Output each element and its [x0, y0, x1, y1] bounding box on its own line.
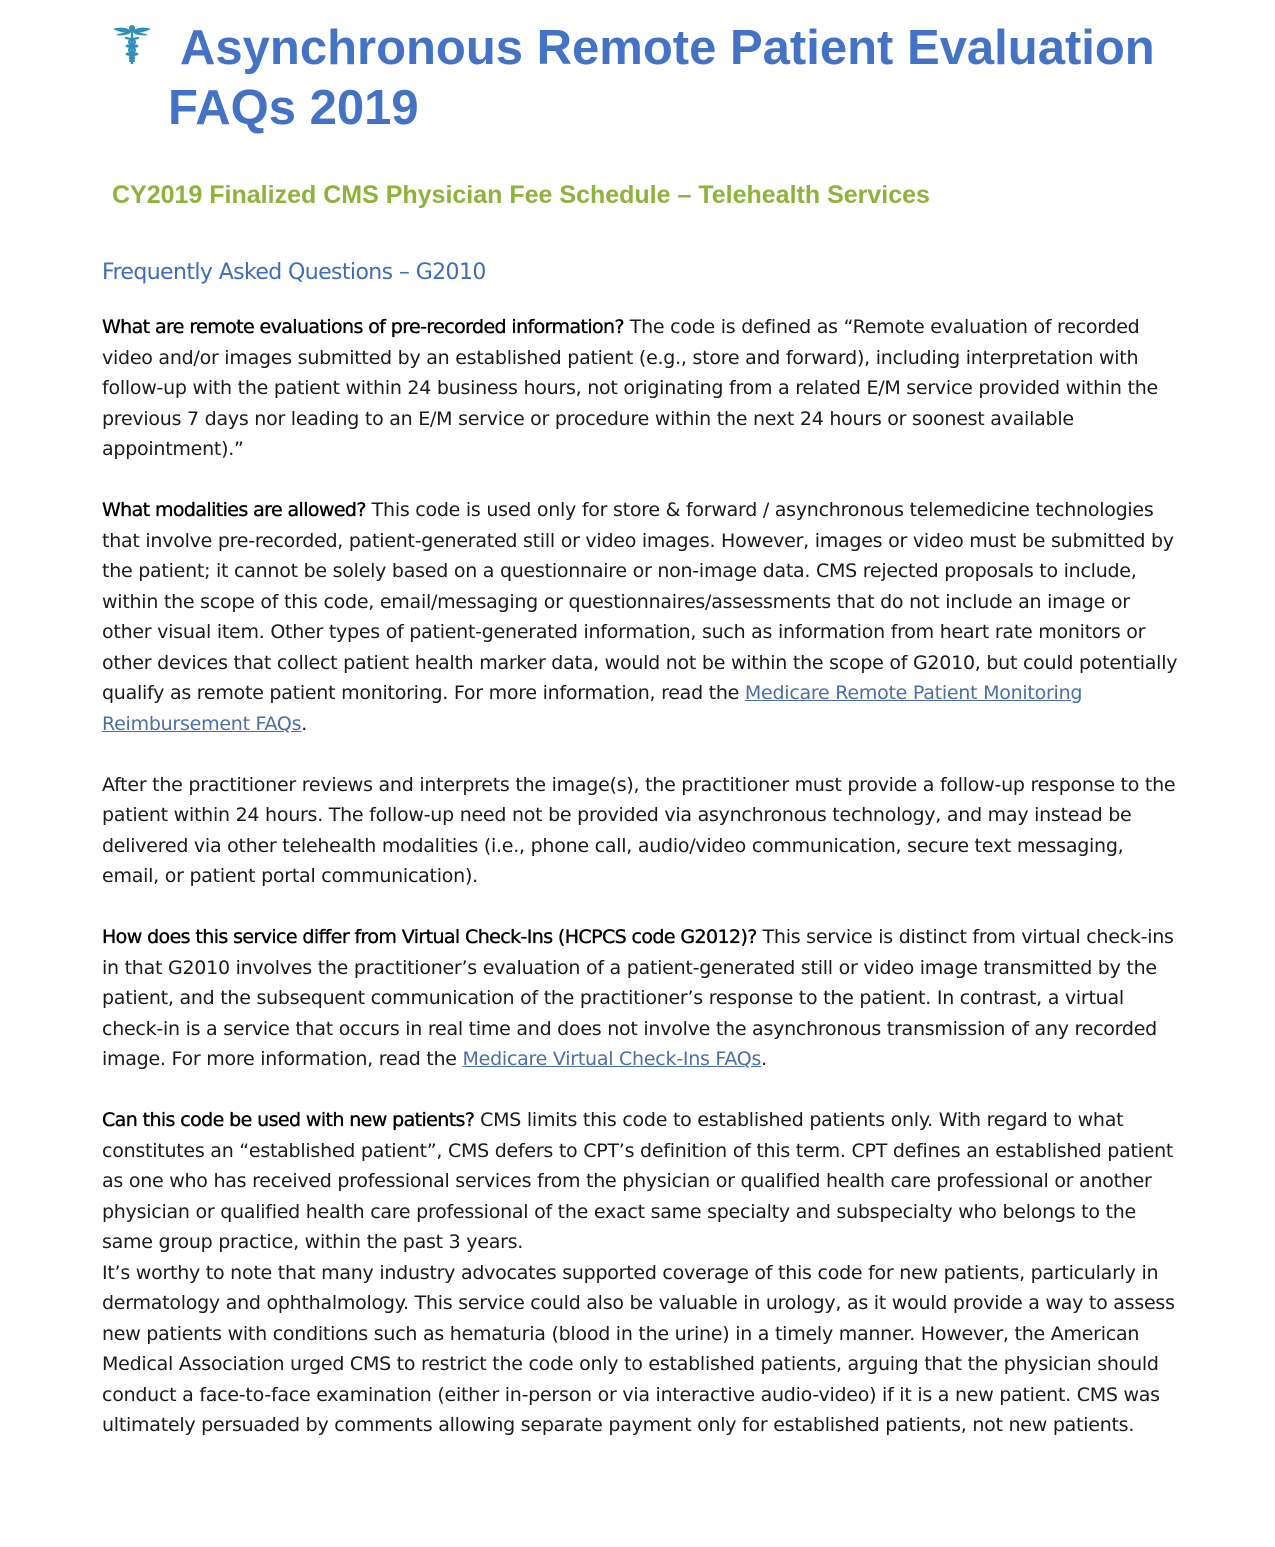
page-title-line-2: FAQs 2019 [168, 81, 419, 135]
virtual-check-ins-faqs-link[interactable]: Medicare Virtual Check-Ins FAQs [462, 1048, 762, 1070]
faq-answer: CMS limits this code to established patients only. With regard to what constitutes an “established patient”, CMS defers to CPT’s definition of this term. CPT defines an established patient as one who has received professional services from the physician or qualified health care professional or another physician or qualified health care professional of the exact same specialty and subspecialty who belongs to the same group practice, within the past 3 years. [102, 1109, 1174, 1253]
faq-content [102, 312, 1182, 1441]
rpm-faqs-link[interactable]: Medicare Remote Patient Monitoring Reimbursement FAQs [102, 682, 1083, 735]
faq-answer: The code is defined as “Remote evaluation of recorded video and/or images submitted by an established patient (e.g., store and forward), including interpretation with follow-up with the patient within 24 business hours, not originating from a related E/M service provided within the previous 7 days nor leading to an E/M service or procedure within the next 24 hours or soonest available appointment).” [102, 316, 1158, 460]
faq-item-new-patients [102, 1105, 1182, 1258]
faq-question: What modalities are allowed? [102, 499, 366, 521]
faq-answer-end: . [301, 712, 308, 735]
caduceus-icon [110, 22, 154, 66]
section-heading: Frequently Asked Questions – G2010 [102, 260, 486, 285]
faq-answer-end: . [761, 1048, 767, 1070]
page-title [168, 18, 1248, 138]
faq-note-paragraph: It’s worthy to note that many industry advocates supported coverage of this code for new patients, particularly in dermatology and ophthalmology. This service could also be valuable in urology, as it would provide a way to assess new patients with conditions such as hematuria (blood in the urine) in a timely manner. However, the American Medical Association urged CMS to restrict the code only to established patients, arguing that the physician should conduct a face-to-face examination (either in-person or via interactive audio-video) if it is a new patient. CMS was ultimately persuaded by comments allowing separate payment only for established patients, not new patients. [102, 1261, 1175, 1436]
faq-item-virtual-check-ins [102, 922, 1182, 1075]
faq-item-remote-evaluations [102, 312, 1182, 465]
page-subtitle: CY2019 Finalized CMS Physician Fee Schedule – Telehealth Services [112, 181, 930, 209]
faq-question: Can this code be used with new patients? [102, 1109, 475, 1131]
faq-followup-paragraph: After the practitioner reviews and interprets the image(s), the practitioner must provide a follow-up response to the patient within 24 hours. The follow-up need not be provided via asynchronous technology, and may instead be delivered via other telehealth modalities (i.e., phone call, audio/video communication, secure text messaging, email, or patient portal communication). [102, 773, 1176, 887]
faq-question: How does this service differ from Virtual Check-Ins (HCPCS code G2012)? [102, 926, 757, 948]
page-title-line-1: Asynchronous Remote Patient Evaluation [180, 21, 1155, 75]
faq-answer: This code is used only for store & forward / asynchronous telemedicine technologies that involve pre-recorded, patient-generated still or video images. However, images or video must be submitted by the patient; it cannot be solely based on a questionnaire or non-image data. CMS rejected proposals to include, within the scope of this code, email/messaging or questionnaires/assessments that do not include an image or other visual item. Other types of patient-generated information, such as information from heart rate monitors or other devices that collect patient health marker data, would not be within the scope of G2010, but could potentially qualify as remote patient monitoring. For more information, read the [102, 499, 1178, 704]
faq-answer: This service is distinct from virtual check-ins in that G2010 involves the practitioner’s evaluation of a patient-generated still or video image transmitted by the patient, and the subsequent communication of the practitioner’s response to the patient. In contrast, a virtual check-in is a service that occurs in real time and does not involve the asynchronous transmission of any recorded image. For more information, read the [102, 926, 1174, 1070]
faq-item-modalities [102, 495, 1182, 739]
faq-question: What are remote evaluations of pre-recorded information? [102, 316, 624, 338]
